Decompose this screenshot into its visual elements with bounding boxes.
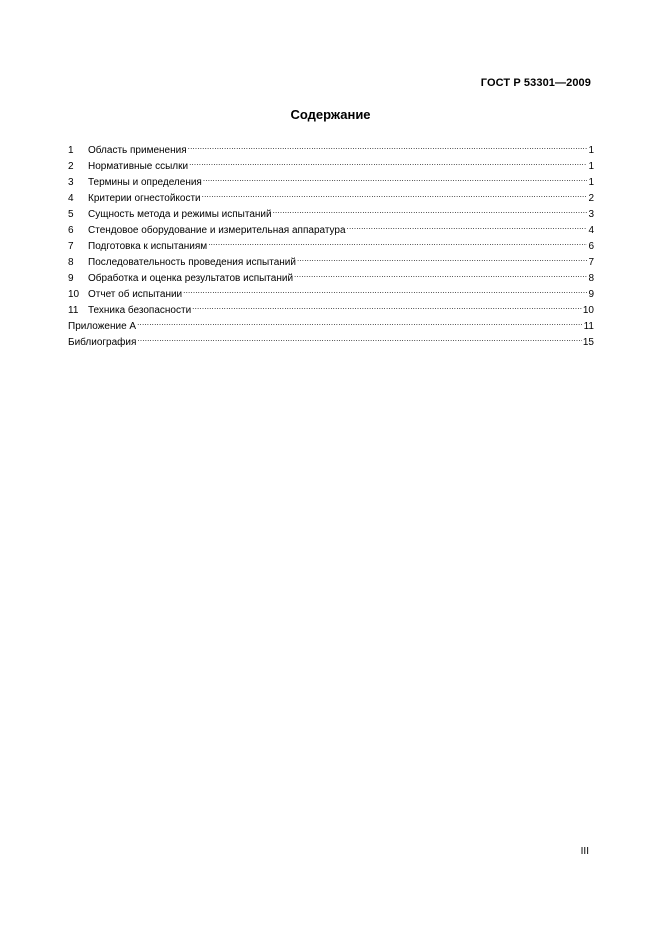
toc-entry-number: 6 [68,225,74,236]
dot-leader [188,137,588,153]
document-code: ГОСТ Р 53301—2009 [480,77,591,89]
toc-entry-label: Последовательность проведения испытаний [88,257,296,268]
dot-leader [189,153,587,169]
toc-entry-number: 11 [68,305,79,316]
dot-leader [347,217,588,233]
toc-entry-page: 3 [588,209,594,220]
toc-entry-label: Критерии огнестойкости [88,193,201,204]
dot-leader [192,297,582,313]
toc-entry-number: 3 [68,177,74,188]
toc-entry-number: 5 [68,209,74,220]
toc-entry-page: 6 [588,241,594,252]
toc-entry-page: 7 [588,257,594,268]
dot-leader [297,249,587,265]
page-number: III [580,846,589,857]
dot-leader [273,201,588,217]
toc-entry-page: 10 [582,305,594,316]
toc-entry-label: Приложение А [68,321,137,332]
toc-entry-number: 2 [68,161,74,172]
toc-entry-page: 1 [588,161,594,172]
toc-entry[interactable] [68,137,594,156]
toc-entry-page: 4 [588,225,594,236]
dot-leader [294,265,587,281]
toc-entry-number: 4 [68,193,74,204]
dot-leader [183,281,587,297]
toc-entry-label: Сущность метода и режимы испытаний [88,209,272,220]
toc-entry-number: 8 [68,257,74,268]
toc-entry-appendix[interactable] [68,313,594,332]
toc-entry-number: 1 [68,145,74,156]
toc-entry-label: Область применения [88,145,187,156]
toc-entry-label: Отчет об испытании [88,289,183,300]
toc-entry-page: 1 [588,145,594,156]
toc-title: Содержание [290,107,371,122]
toc-entry-page: 8 [588,273,594,284]
toc-entry-page: 1 [588,177,594,188]
table-of-contents [68,137,594,348]
toc-entry-page: 15 [582,337,594,348]
dot-leader [208,233,587,249]
toc-entry-label: Обработка и оценка результатов испытаний [88,273,294,284]
toc-entry-label: Стендовое оборудование и измерительная аппаратура [88,225,346,236]
dot-leader [137,329,581,345]
toc-entry-page: 2 [588,193,594,204]
toc-entry-bibliography[interactable] [68,329,594,348]
dot-leader [202,185,588,201]
toc-entry-label: Библиография [68,337,137,348]
dot-leader [137,313,583,329]
toc-entry-label: Термины и определения [88,177,202,188]
toc-entry-label: Подготовка к испытаниям [88,241,208,252]
dot-leader [203,169,588,185]
toc-entry-page: 11 [583,321,594,332]
toc-entry-label: Нормативные ссылки [88,161,189,172]
toc-entry-number: 9 [68,273,74,284]
toc-entry-label: Техника безопасности [88,305,192,316]
toc-entry-number: 7 [68,241,74,252]
toc-entry-page: 9 [588,289,594,300]
toc-entry-number: 10 [68,289,80,300]
